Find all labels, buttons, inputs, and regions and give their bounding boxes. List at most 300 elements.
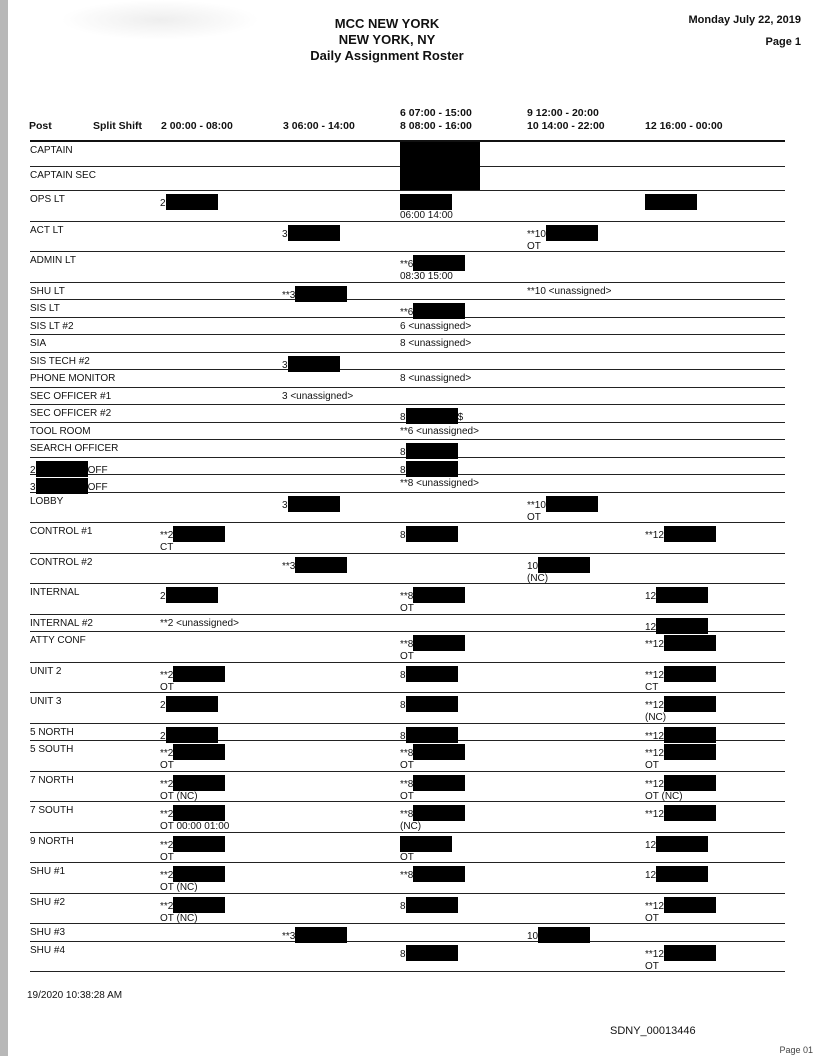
assignment-note: OT (645, 760, 659, 771)
assignment-note: (NC) (400, 821, 422, 832)
redaction-block (664, 635, 716, 651)
post-label: ACT LT (30, 224, 64, 236)
assignment-prefix: **3 (282, 931, 296, 942)
assignment-cell-c12 (645, 836, 708, 852)
assignment-prefix: 2 (160, 730, 166, 742)
table-row (30, 632, 785, 663)
assignment-note: OT (NC) (160, 790, 198, 802)
assignment-prefix: 6 <unassigned> (400, 320, 472, 332)
assignment-prefix: 8 (400, 900, 406, 912)
redaction-block (413, 587, 465, 603)
assignment-prefix: **8 (400, 748, 414, 759)
assignment-cell-c12 (645, 866, 708, 882)
assignment-prefix: **12 (645, 948, 664, 960)
assignment-prefix: 8 (400, 948, 406, 960)
table-row (30, 493, 785, 524)
assignment-prefix: **2 (160, 809, 174, 820)
post-suffix: OFF (87, 482, 108, 493)
assignment-cell-c68 (400, 194, 453, 222)
redaction-block (166, 696, 218, 712)
assignment-cell-c12 (645, 897, 716, 925)
table-row (30, 554, 785, 585)
table-row (30, 423, 785, 441)
post-cell (30, 286, 65, 298)
assignment-cell-c12 (645, 526, 716, 542)
assignment-note: OT (160, 760, 174, 771)
redaction-block (295, 557, 347, 573)
assignment-cell-c12 (645, 744, 716, 772)
table-row (30, 142, 785, 167)
assignment-note: OT 00:00 01:00 (160, 821, 230, 832)
table-row (30, 741, 785, 772)
post-label: ATTY CONF (30, 635, 86, 646)
post-label: ADMIN LT (30, 255, 76, 266)
post-cell (30, 321, 74, 333)
assignment-cell-c68 (400, 426, 479, 438)
redaction-block (173, 866, 225, 882)
post-label: SHU #1 (30, 866, 66, 877)
table-row (30, 924, 785, 942)
post-label: OPS LT (30, 194, 65, 205)
header-shift-10: 10 14:00 - 22:00 (527, 120, 605, 132)
redaction-block (288, 496, 340, 512)
assignment-cell-c3 (282, 391, 353, 403)
post-cell (30, 618, 93, 630)
assignment-note: OT (400, 651, 414, 662)
redaction-block (400, 194, 452, 210)
assignment-note: OT (645, 960, 659, 972)
header-shift-2: 2 00:00 - 08:00 (161, 120, 233, 132)
assignment-cell-c12 (645, 635, 716, 651)
assignment-cell-c2 (160, 805, 229, 833)
assignment-note: (NC) (527, 572, 549, 584)
table-row (30, 300, 785, 318)
redaction-block (406, 666, 458, 682)
assignment-prefix: **3 (282, 560, 296, 572)
assignment-cell-c68 (400, 635, 465, 663)
table-row (30, 724, 785, 742)
assignment-prefix: 2 (160, 198, 166, 209)
post-label: TOOL ROOM (30, 425, 91, 437)
table-row (30, 894, 785, 925)
redaction-block (400, 836, 452, 852)
roster-date: Monday July 22, 2019 (688, 14, 801, 26)
redaction-block (406, 945, 458, 961)
table-row (30, 252, 785, 283)
post-label: SIS LT (30, 303, 60, 314)
assignment-prefix: 12 (645, 621, 657, 633)
scan-page-label: Page 01 (779, 1045, 813, 1055)
post-label: SIS LT #2 (30, 320, 74, 332)
header-shift-3: 3 06:00 - 14:00 (283, 120, 355, 132)
assignment-cell-c2 (160, 618, 239, 630)
roster-table (30, 142, 785, 972)
redaction-block (656, 587, 708, 603)
table-row (30, 475, 785, 493)
assignment-cell-c3 (282, 225, 340, 241)
assignment-prefix: 2 (160, 591, 166, 602)
assignment-prefix: **6 (400, 307, 414, 318)
post-label: PHONE MONITOR (30, 373, 116, 384)
assignment-prefix: **10 (527, 499, 546, 511)
assignment-cell-c68 (400, 945, 458, 961)
redaction-block (664, 775, 716, 791)
redaction-block (664, 666, 716, 682)
table-row (30, 523, 785, 554)
post-label: 3 (30, 482, 36, 493)
assignment-cell-c2 (160, 775, 225, 803)
post-cell (30, 557, 92, 569)
assignment-note: OT (400, 760, 414, 771)
post-label: UNIT 3 (30, 696, 62, 707)
assignment-cell-c2 (160, 666, 225, 694)
redaction-block (656, 866, 708, 882)
redaction-block (173, 897, 225, 913)
post-label: SHU #3 (30, 927, 66, 938)
assignment-cell-c2 (160, 526, 225, 554)
assignment-prefix: **12 (645, 809, 664, 820)
assignment-cell-c12 (645, 945, 716, 973)
assignment-prefix: **2 (160, 900, 174, 912)
table-row (30, 863, 785, 894)
assignment-cell-c2 (160, 897, 225, 925)
print-timestamp: 19/2020 10:38:28 AM (27, 990, 123, 1001)
assignment-prefix: **2 (160, 669, 174, 681)
assignment-cell-c12 (645, 696, 716, 724)
assignment-prefix: 10 (527, 931, 539, 942)
redaction-block (166, 194, 218, 210)
table-row (30, 693, 785, 724)
post-cell (30, 496, 63, 508)
assignment-prefix: **12 (645, 900, 664, 912)
redaction-block (546, 225, 598, 241)
assignment-cell-c3 (282, 496, 340, 512)
assignment-cell-c12 (645, 666, 716, 694)
header-shift-9: 9 12:00 - 20:00 (527, 107, 599, 119)
table-row (30, 388, 785, 406)
assignment-prefix: 8 <unassigned> (400, 373, 472, 384)
table-row (30, 318, 785, 336)
assignment-cell-c68 (400, 338, 471, 350)
assignment-prefix: 8 (400, 530, 406, 541)
redaction-block (413, 775, 465, 791)
assignment-cell-c12 (645, 805, 716, 821)
post-cell (30, 145, 73, 157)
assignment-prefix: 8 <unassigned> (400, 338, 472, 349)
post-label: CAPTAIN SEC (30, 169, 96, 181)
table-row (30, 167, 785, 192)
assignment-prefix: **6 <unassigned> (400, 425, 479, 437)
redaction-block (173, 805, 225, 821)
assignment-prefix: **12 (645, 530, 664, 541)
post-cell (30, 696, 62, 708)
header-shift-6: 6 07:00 - 15:00 (400, 107, 472, 119)
redaction-block (406, 897, 458, 913)
post-cell (30, 775, 74, 787)
assignment-cell-c2 (160, 194, 218, 210)
table-row (30, 222, 785, 253)
assignment-prefix: **12 (645, 730, 664, 742)
assignment-prefix: **12 (645, 778, 664, 790)
table-row (30, 370, 785, 388)
post-cell (30, 897, 65, 909)
assignment-prefix: 8 (400, 464, 406, 476)
redaction-block (413, 805, 465, 821)
table-row (30, 458, 785, 476)
assignment-note: 08:30 15:00 (400, 271, 453, 282)
org-title: MCC NEW YORK (334, 16, 440, 31)
page-number: Page 1 (765, 36, 801, 48)
redaction-block (538, 557, 590, 573)
redaction-block (664, 696, 716, 712)
assignment-note: 06:00 14:00 (400, 210, 453, 221)
assignment-cell-c12 (645, 587, 708, 603)
assignment-cell-c68 (400, 526, 458, 542)
assignment-prefix: **2 (160, 530, 174, 541)
assignment-prefix: 8 (400, 412, 406, 423)
assignment-note: OT (400, 790, 414, 802)
assignment-cell-c2 (160, 696, 218, 712)
assignment-prefix: **12 (645, 669, 664, 681)
post-label: SHU #2 (30, 896, 66, 908)
post-label: LOBBY (30, 495, 64, 507)
post-cell (30, 391, 111, 403)
assignment-note: OT (527, 511, 541, 523)
redaction-block (413, 744, 465, 760)
assignment-prefix: **12 (645, 639, 664, 650)
redaction-block (413, 866, 465, 882)
post-label: 5 SOUTH (30, 744, 74, 755)
assignment-cell-c910 (527, 496, 598, 524)
assignment-cell-c68 (400, 805, 465, 833)
assignment-cell-c2 (160, 866, 225, 894)
table-row (30, 353, 785, 371)
assignment-prefix: 8 (400, 447, 406, 458)
assignment-prefix: **10 <unassigned> (527, 285, 612, 297)
post-cell (30, 443, 118, 455)
table-row (30, 584, 785, 615)
assignment-prefix: 2 (160, 700, 166, 711)
assignment-prefix: **2 (160, 870, 174, 881)
table-row (30, 615, 785, 633)
assignment-prefix: 3 <unassigned> (282, 390, 354, 402)
assignment-cell-c68 (400, 744, 465, 772)
assignment-cell-c68 (400, 897, 458, 913)
post-label: SHU LT (30, 285, 65, 297)
assignment-note: OT (160, 681, 174, 693)
post-cell (30, 744, 73, 756)
post-cell (30, 945, 65, 957)
post-label: SHU #4 (30, 944, 66, 956)
assignment-note: (NC) (645, 712, 667, 723)
post-label: SEARCH OFFICER (30, 443, 119, 454)
assignment-cell-c68 (400, 836, 452, 864)
post-label: UNIT 2 (30, 665, 62, 677)
table-row (30, 440, 785, 458)
redaction-block (413, 635, 465, 651)
assignment-prefix: **3 (282, 289, 296, 301)
post-cell (30, 526, 92, 538)
redaction-block (173, 744, 225, 760)
assignment-cell-c3 (282, 557, 347, 573)
assignment-prefix: **6 (400, 259, 414, 270)
post-cell (30, 866, 65, 878)
post-suffix: OFF (87, 464, 108, 476)
assignment-prefix: **2 (160, 778, 174, 790)
assignment-cell-c2 (160, 744, 225, 772)
assignment-cell-c12 (645, 194, 697, 210)
post-cell (30, 170, 96, 182)
assignment-prefix: 3 (282, 499, 288, 511)
assignment-prefix: **12 (645, 700, 664, 711)
assignment-prefix: **8 (400, 639, 414, 650)
post-label: CONTROL #2 (30, 556, 93, 568)
redaction-block (664, 526, 716, 542)
assignment-cell-c910 (527, 286, 612, 298)
assignment-note: OT (527, 240, 541, 252)
header-shift-8: 8 08:00 - 16:00 (400, 120, 472, 132)
header-post: Post (29, 120, 52, 132)
post-cell (30, 338, 46, 350)
post-label: 9 NORTH (30, 835, 74, 847)
assignment-prefix: 3 (282, 359, 288, 371)
assignment-cell-c68 (400, 587, 465, 615)
redaction-block (173, 526, 225, 542)
post-label: SEC OFFICER #1 (30, 390, 112, 402)
post-label: 7 SOUTH (30, 805, 74, 816)
table-row (30, 802, 785, 833)
post-cell (30, 805, 73, 817)
assignment-note: OT (NC) (160, 912, 198, 924)
location-title: NEW YORK, NY (338, 32, 436, 47)
post-cell (30, 666, 62, 678)
assignment-prefix: **8 (400, 778, 414, 790)
redaction-block (173, 775, 225, 791)
post-cell (30, 225, 64, 237)
redaction-block (173, 836, 225, 852)
post-cell (30, 927, 65, 939)
redaction-block (173, 666, 225, 682)
assignment-prefix: 12 (645, 870, 657, 881)
post-label: 2 (30, 464, 36, 476)
table-row (30, 405, 785, 423)
post-label: 5 NORTH (30, 726, 74, 738)
assignment-note: OT (160, 851, 174, 863)
bates-number: SDNY_00013446 (610, 1025, 696, 1037)
scan-edge (0, 0, 8, 1056)
post-label: SEC OFFICER #2 (30, 408, 112, 419)
table-row (30, 283, 785, 301)
assignment-prefix: 3 (282, 228, 288, 240)
post-cell (30, 836, 74, 848)
header-shift-12: 12 16:00 - 00:00 (645, 120, 723, 132)
post-cell (30, 587, 79, 599)
post-cell (30, 194, 65, 206)
assignment-note: CT (160, 542, 174, 553)
assignment-cell-c68 (400, 478, 479, 490)
assignment-cell-c68 (400, 255, 465, 283)
redaction-block (664, 945, 716, 961)
post-label: INTERNAL (30, 587, 80, 598)
assignment-prefix: 10 (527, 560, 539, 572)
assignment-prefix: **2 (160, 839, 174, 851)
document-title: Daily Assignment Roster (310, 48, 464, 63)
redaction-block (546, 496, 598, 512)
post-label: 7 NORTH (30, 774, 74, 786)
assignment-cell-c910 (527, 557, 590, 585)
assignment-prefix: 8 (400, 730, 406, 742)
assignment-prefix: **8 (400, 870, 414, 881)
post-cell (30, 255, 76, 267)
table-row (30, 942, 785, 973)
redaction-block (413, 255, 465, 271)
assignment-cell-c68 (400, 666, 458, 682)
post-label: INTERNAL #2 (30, 617, 93, 629)
assignment-note: OT (NC) (645, 790, 683, 802)
assignment-cell-c68 (400, 775, 465, 803)
post-cell (30, 635, 86, 647)
post-label: SIS TECH #2 (30, 355, 90, 367)
redaction-block (656, 836, 708, 852)
assignment-prefix: 8 (400, 700, 406, 711)
assignment-note: OT (645, 912, 659, 924)
post-cell (30, 356, 90, 368)
header-split-shift: Split Shift (93, 120, 142, 132)
table-row (30, 833, 785, 864)
post-label: CAPTAIN (30, 145, 73, 156)
assignment-prefix: 12 (645, 839, 657, 851)
post-label: SIA (30, 338, 47, 349)
assignment-suffix: $ (457, 412, 464, 423)
redaction-block (406, 526, 458, 542)
post-cell (30, 408, 111, 420)
table-row (30, 772, 785, 803)
assignment-prefix: **12 (645, 748, 664, 759)
assignment-note: OT (400, 851, 414, 863)
redaction-block (166, 587, 218, 603)
assignment-cell-c68 (400, 321, 471, 333)
assignment-prefix: **2 <unassigned> (160, 617, 239, 629)
assignment-note: CT (645, 681, 659, 693)
assignment-cell-c68 (400, 373, 471, 385)
assignment-cell-c68 (400, 696, 458, 712)
assignment-cell-c2 (160, 587, 218, 603)
table-row (30, 663, 785, 694)
assignment-prefix: **10 (527, 228, 546, 240)
redaction-block (664, 897, 716, 913)
assignment-prefix: **8 (400, 809, 414, 820)
redaction-block (664, 744, 716, 760)
assignment-note: OT (400, 603, 414, 614)
redaction-block (664, 805, 716, 821)
column-headers (27, 107, 785, 137)
assignment-prefix: **2 (160, 748, 174, 759)
post-cell (30, 373, 115, 385)
assignment-cell-c2 (160, 836, 225, 864)
table-row (30, 335, 785, 353)
assignment-cell-c12 (645, 775, 716, 803)
assignment-note: OT (NC) (160, 882, 198, 893)
assignment-prefix: 8 (400, 669, 406, 681)
post-label: CONTROL #1 (30, 526, 93, 537)
post-cell (30, 426, 91, 438)
assignment-cell-c910 (527, 225, 598, 253)
redaction-block (288, 225, 340, 241)
assignment-prefix: **8 (400, 591, 414, 602)
assignment-cell-c68 (400, 866, 465, 882)
assignment-prefix: **8 <unassigned> (400, 478, 479, 489)
redaction-block (645, 194, 697, 210)
